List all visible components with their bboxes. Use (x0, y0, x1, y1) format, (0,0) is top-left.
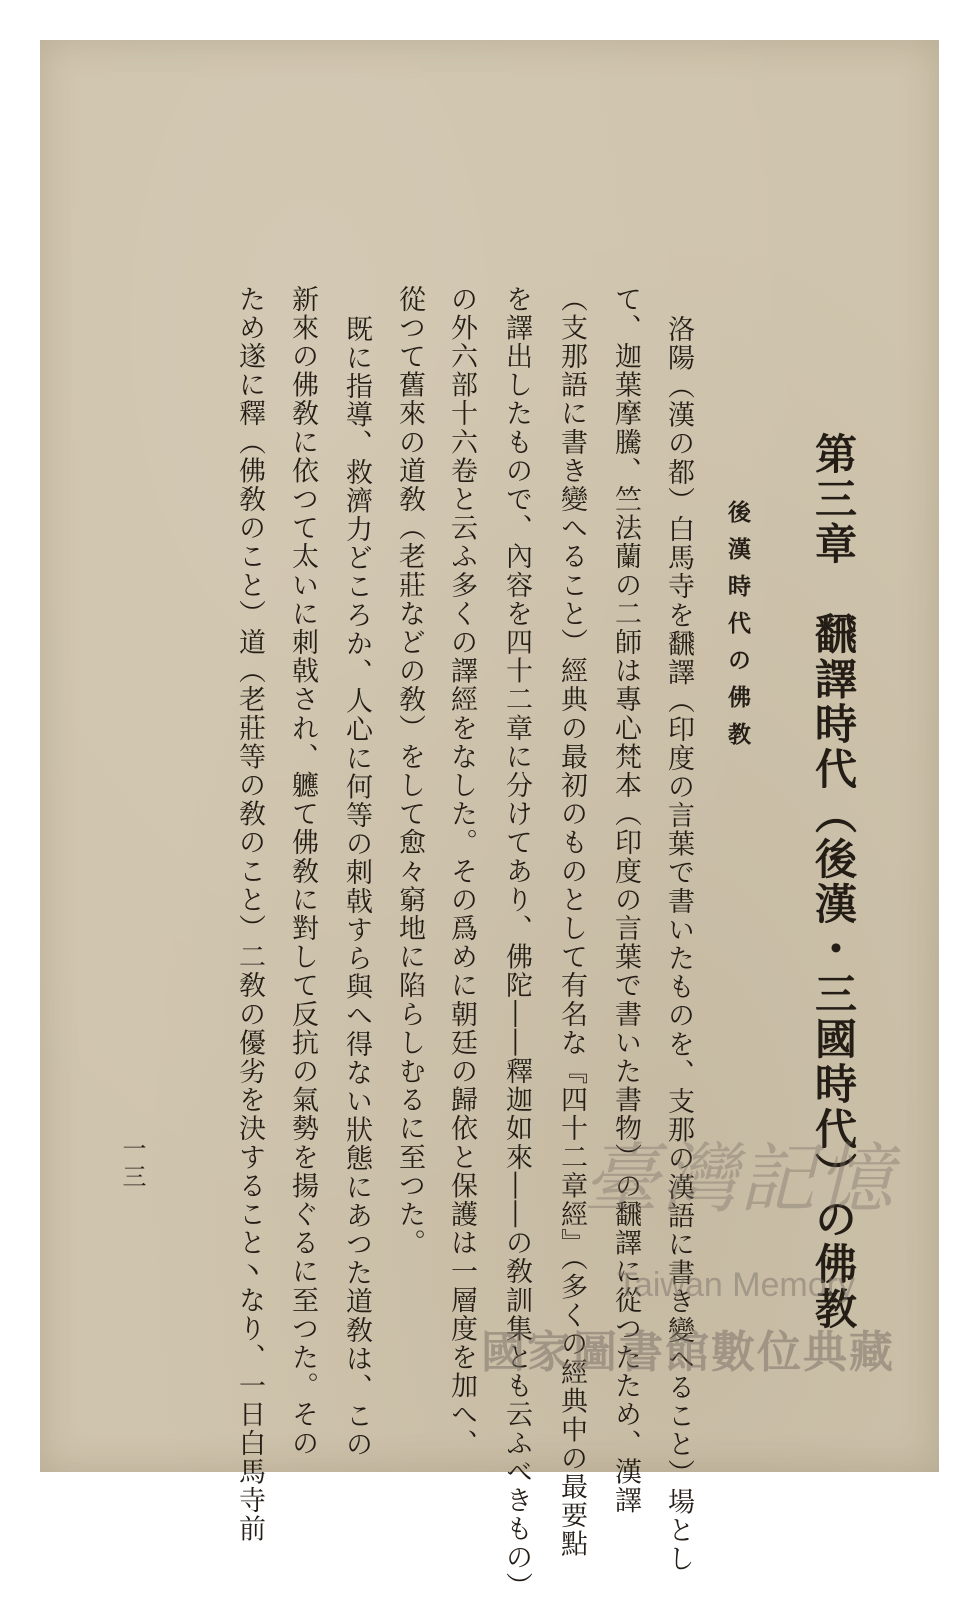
text-line: ため遂に釋（佛敎のこと）道（老莊等の敎のこと）二敎の優劣を決すること丶なり、一日白馬寺前 (234, 285, 265, 1544)
text-line: （支那語に書き變へること）經典の最初のものとして有名な『四十二章經』（多くの經典中の最要點 (556, 285, 587, 1559)
text-line: 洛陽（漢の都）白馬寺を飜譯（印度の言葉で書いたものを、支那の漢語に書き變へること）場とし (663, 315, 694, 1574)
watermark-logo: 臺灣記憶 (583, 1134, 895, 1223)
text-line: 既に指導、救濟力どころか、人心に何等の刺戟すら與へ得ない狀態にあつた道敎は、この (341, 315, 372, 1459)
scanned-page (40, 40, 939, 1601)
text-line: て、迦葉摩騰、竺法蘭の二師は專心梵本（印度の言葉で書いた書物）の飜譯に從つたため、漢譯 (610, 285, 641, 1515)
text-line: 新來の佛敎に依つて太いに刺戟され、軈て佛敎に對して反抗の氣勢を揚ぐるに至つた。その (287, 285, 318, 1458)
text-line: 從つて舊來の道敎（老莊などの敎）をして愈々窮地に陷らしむるに至つた。 (394, 285, 425, 1258)
section-title: 後漢時代の佛教 (724, 500, 751, 759)
watermark-english: Taiwan Memory (616, 1266, 855, 1304)
watermark-organization: 國家圖書館數位典藏 (481, 1328, 895, 1377)
text-line: の外六部十六卷と云ふ多くの譯經をなした。その爲めに朝廷の歸依と保護は一層度を加へ、 (446, 285, 477, 1458)
text-line: を譯出したもので、內容を四十二章に分けてあり、佛陀――釋迦如來――の敎訓集とも云ふべきもの） (501, 285, 532, 1601)
chapter-title: 第三章 飜譯時代（後漢・三國時代）の佛教 (809, 432, 858, 1332)
page-number: 一三 (118, 1136, 146, 1192)
